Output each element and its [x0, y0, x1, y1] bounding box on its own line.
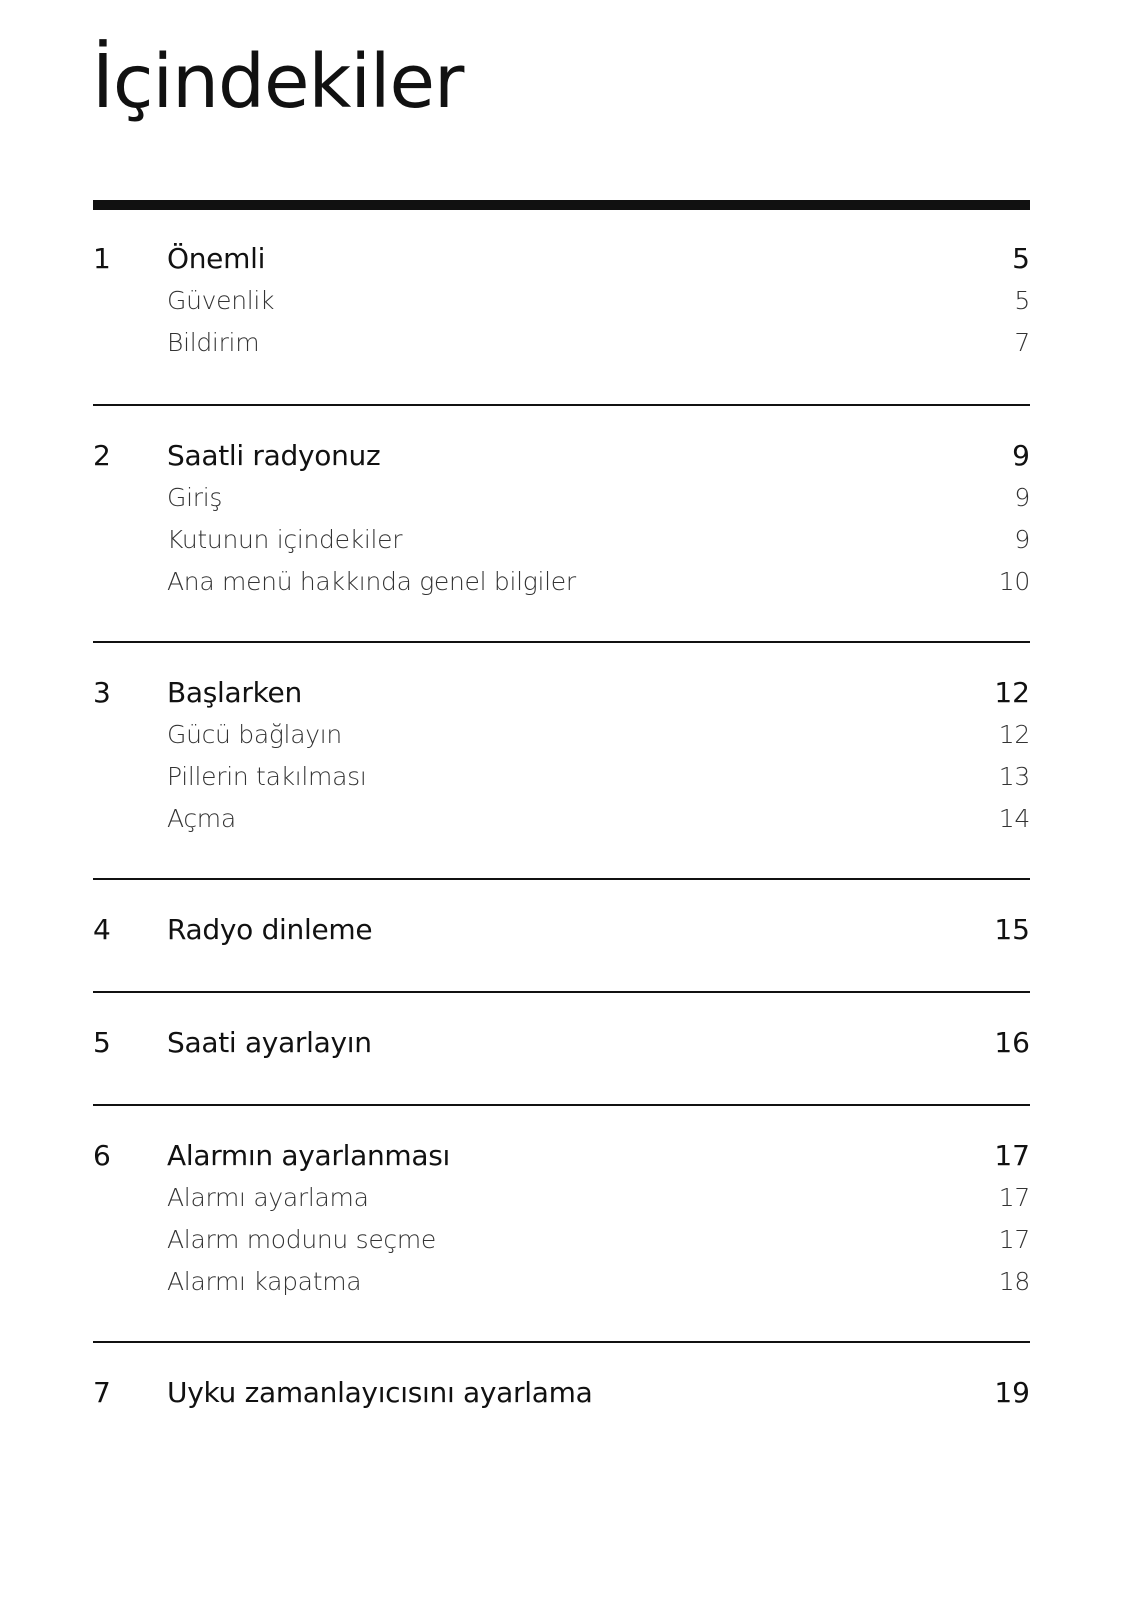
- section-page: 19: [994, 1376, 1030, 1409]
- subentry-title: Gücü bağlayın: [167, 720, 342, 749]
- section-page: 5: [1012, 242, 1030, 275]
- subentry-title: Alarmı ayarlama: [167, 1183, 369, 1212]
- section-title: Saati ayarlayın: [167, 1026, 372, 1059]
- section-number: 4: [93, 913, 111, 946]
- toc-section-7: [93, 1343, 1030, 1434]
- toc-section-3: [93, 643, 1030, 878]
- subentry-page: 9: [1014, 525, 1030, 554]
- subentry-title: Pillerin takılması: [167, 762, 367, 791]
- section-title: Önemli: [167, 242, 266, 275]
- section-title: Uyku zamanlayıcısını ayarlama: [167, 1376, 593, 1409]
- section-title: Alarmın ayarlanması: [167, 1139, 450, 1172]
- toc-subentry[interactable]: [93, 519, 1030, 561]
- toc-section-6: [93, 1106, 1030, 1341]
- section-number: 5: [93, 1026, 111, 1059]
- title-divider: [93, 200, 1030, 210]
- toc-subentry[interactable]: [93, 1261, 1030, 1303]
- toc-section-1: [93, 210, 1030, 404]
- section-number: 2: [93, 439, 111, 472]
- section-page: 17: [994, 1139, 1030, 1172]
- subentry-page: 5: [1014, 286, 1030, 315]
- toc-subentry[interactable]: [93, 477, 1030, 519]
- toc-entry-3[interactable]: [93, 672, 1030, 714]
- subentry-page: 9: [1014, 483, 1030, 512]
- toc-section-5: [93, 993, 1030, 1104]
- section-page: 12: [994, 676, 1030, 709]
- section-page: 16: [994, 1026, 1030, 1059]
- section-page: 15: [994, 913, 1030, 946]
- subentry-page: 7: [1014, 328, 1030, 357]
- subentry-title: Ana menü hakkında genel bilgiler: [167, 567, 576, 596]
- subentry-title: Açma: [167, 804, 236, 833]
- table-of-contents: [93, 210, 1030, 1434]
- toc-subentry[interactable]: [93, 1177, 1030, 1219]
- page-title: İçindekiler: [92, 39, 464, 125]
- subentry-page: 14: [998, 804, 1030, 833]
- section-page: 9: [1012, 439, 1030, 472]
- toc-entry-2[interactable]: [93, 435, 1030, 477]
- subentry-title: Kutunun içindekiler: [167, 525, 403, 554]
- toc-subentry[interactable]: [93, 561, 1030, 603]
- section-number: 3: [93, 676, 111, 709]
- section-title: Başlarken: [167, 676, 302, 709]
- toc-section-4: [93, 880, 1030, 991]
- toc-subentry[interactable]: [93, 798, 1030, 840]
- toc-subentry[interactable]: [93, 1219, 1030, 1261]
- toc-entry-1[interactable]: [93, 238, 1030, 280]
- subentry-title: Giriş: [167, 483, 223, 512]
- toc-section-2: [93, 406, 1030, 641]
- toc-subentry[interactable]: [93, 714, 1030, 756]
- subentry-title: Alarmı kapatma: [167, 1267, 362, 1296]
- section-number: 6: [93, 1139, 111, 1172]
- toc-entry-6[interactable]: [93, 1135, 1030, 1177]
- toc-subentry[interactable]: [93, 322, 1030, 364]
- toc-entry-7[interactable]: [93, 1372, 1030, 1414]
- subentry-page: 17: [998, 1225, 1030, 1254]
- toc-subentry[interactable]: [93, 280, 1030, 322]
- subentry-page: 17: [998, 1183, 1030, 1212]
- section-number: 1: [93, 242, 111, 275]
- subentry-title: Alarm modunu seçme: [167, 1225, 436, 1254]
- toc-entry-5[interactable]: [93, 1022, 1030, 1064]
- subentry-page: 13: [998, 762, 1030, 791]
- subentry-page: 18: [998, 1267, 1030, 1296]
- section-title: Saatli radyonuz: [167, 439, 381, 472]
- toc-entry-4[interactable]: [93, 909, 1030, 951]
- toc-subentry[interactable]: [93, 756, 1030, 798]
- section-title: Radyo dinleme: [167, 913, 373, 946]
- subentry-page: 12: [998, 720, 1030, 749]
- subentry-title: Güvenlik: [167, 286, 275, 315]
- section-number: 7: [93, 1376, 111, 1409]
- subentry-page: 10: [998, 567, 1030, 596]
- subentry-title: Bildirim: [167, 328, 260, 357]
